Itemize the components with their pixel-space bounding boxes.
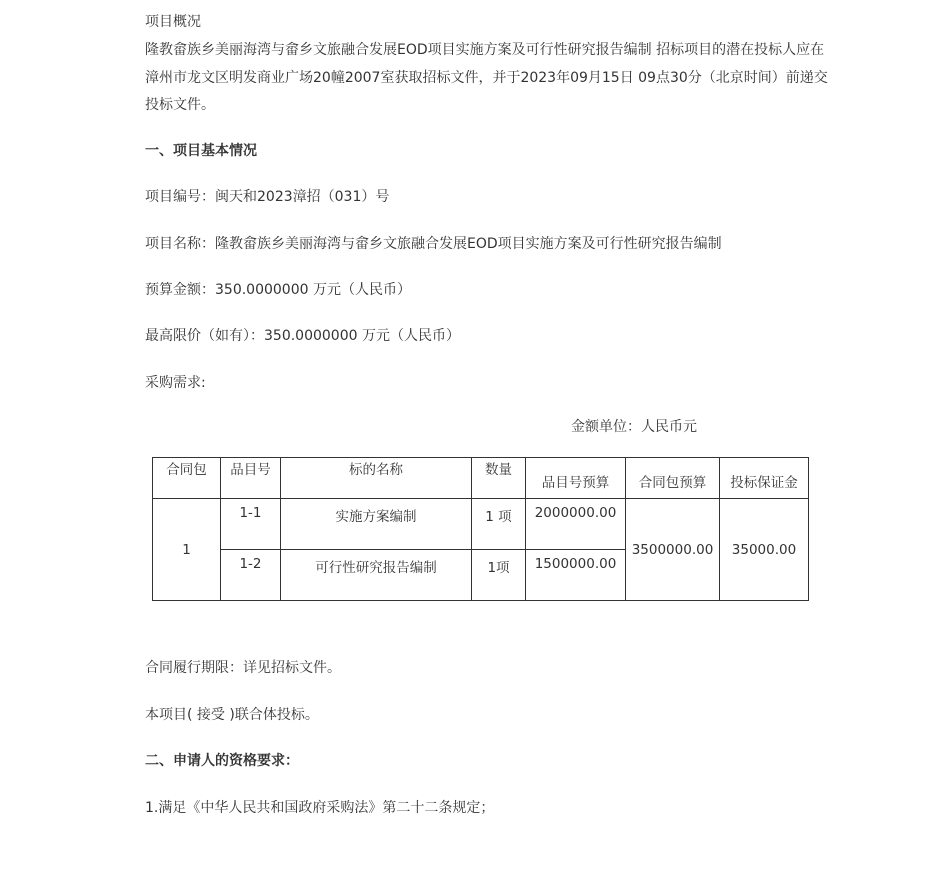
budget-amount: 预算金额：350.0000000 万元（人民币） (145, 282, 411, 298)
table-row (153, 499, 809, 550)
contract-period: 合同履行期限：详见招标文件。 (145, 660, 341, 676)
consortium-note: 本项目( 接受 )联合体投标。 (145, 707, 319, 723)
bid-deposit: 35000.00 (720, 499, 809, 601)
header-package-budget: 合同包预算 (626, 458, 720, 499)
overview-heading: 项目概况 (145, 14, 201, 30)
item-number: 1-1 (221, 499, 281, 550)
item-quantity: 1 项 (472, 499, 526, 550)
header-item-name: 标的名称 (281, 458, 472, 499)
max-price: 最高限价（如有）：350.0000000 万元（人民币） (145, 328, 460, 344)
amount-unit-note: 金额单位：人民币元 (571, 419, 697, 435)
package-budget: 3500000.00 (626, 499, 720, 601)
header-item-budget: 品目号预算 (526, 458, 626, 499)
item-name: 实施方案编制 (281, 499, 472, 550)
requirement-label: 采购需求: (145, 375, 206, 391)
package-number: 1 (153, 499, 221, 601)
item-number: 1-2 (221, 550, 281, 601)
overview-line-2: 漳州市龙文区明发商业广场20幢2007室获取招标文件，并于2023年09月15日 09点30分（北京时间）前递交 (145, 70, 828, 86)
section-2-title: 二、申请人的资格要求： (145, 753, 299, 769)
item-budget: 2000000.00 (526, 499, 626, 550)
overview-line-3: 投标文件。 (145, 97, 215, 113)
item-budget: 1500000.00 (526, 550, 626, 601)
header-deposit: 投标保证金 (720, 458, 809, 499)
overview-line-1: 隆教畲族乡美丽海湾与畲乡文旅融合发展EOD项目实施方案及可行性研究报告编制 招标项目的潜在投标人应在 (145, 42, 825, 58)
project-number: 项目编号：闽天和2023漳招（031）号 (145, 189, 390, 205)
table-header-row (153, 458, 809, 499)
project-name: 项目名称：隆教畲族乡美丽海湾与畲乡文旅融合发展EOD项目实施方案及可行性研究报告编制 (145, 236, 722, 252)
section-1-title: 一、项目基本情况 (145, 143, 257, 159)
header-quantity: 数量 (472, 458, 526, 499)
procurement-table (152, 457, 809, 601)
item-name: 可行性研究报告编制 (281, 550, 472, 601)
header-item-no: 品目号 (221, 458, 281, 499)
header-package: 合同包 (153, 458, 221, 499)
qualification-item-1: 1.满足《中华人民共和国政府采购法》第二十二条规定； (145, 800, 495, 816)
item-quantity: 1项 (472, 550, 526, 601)
